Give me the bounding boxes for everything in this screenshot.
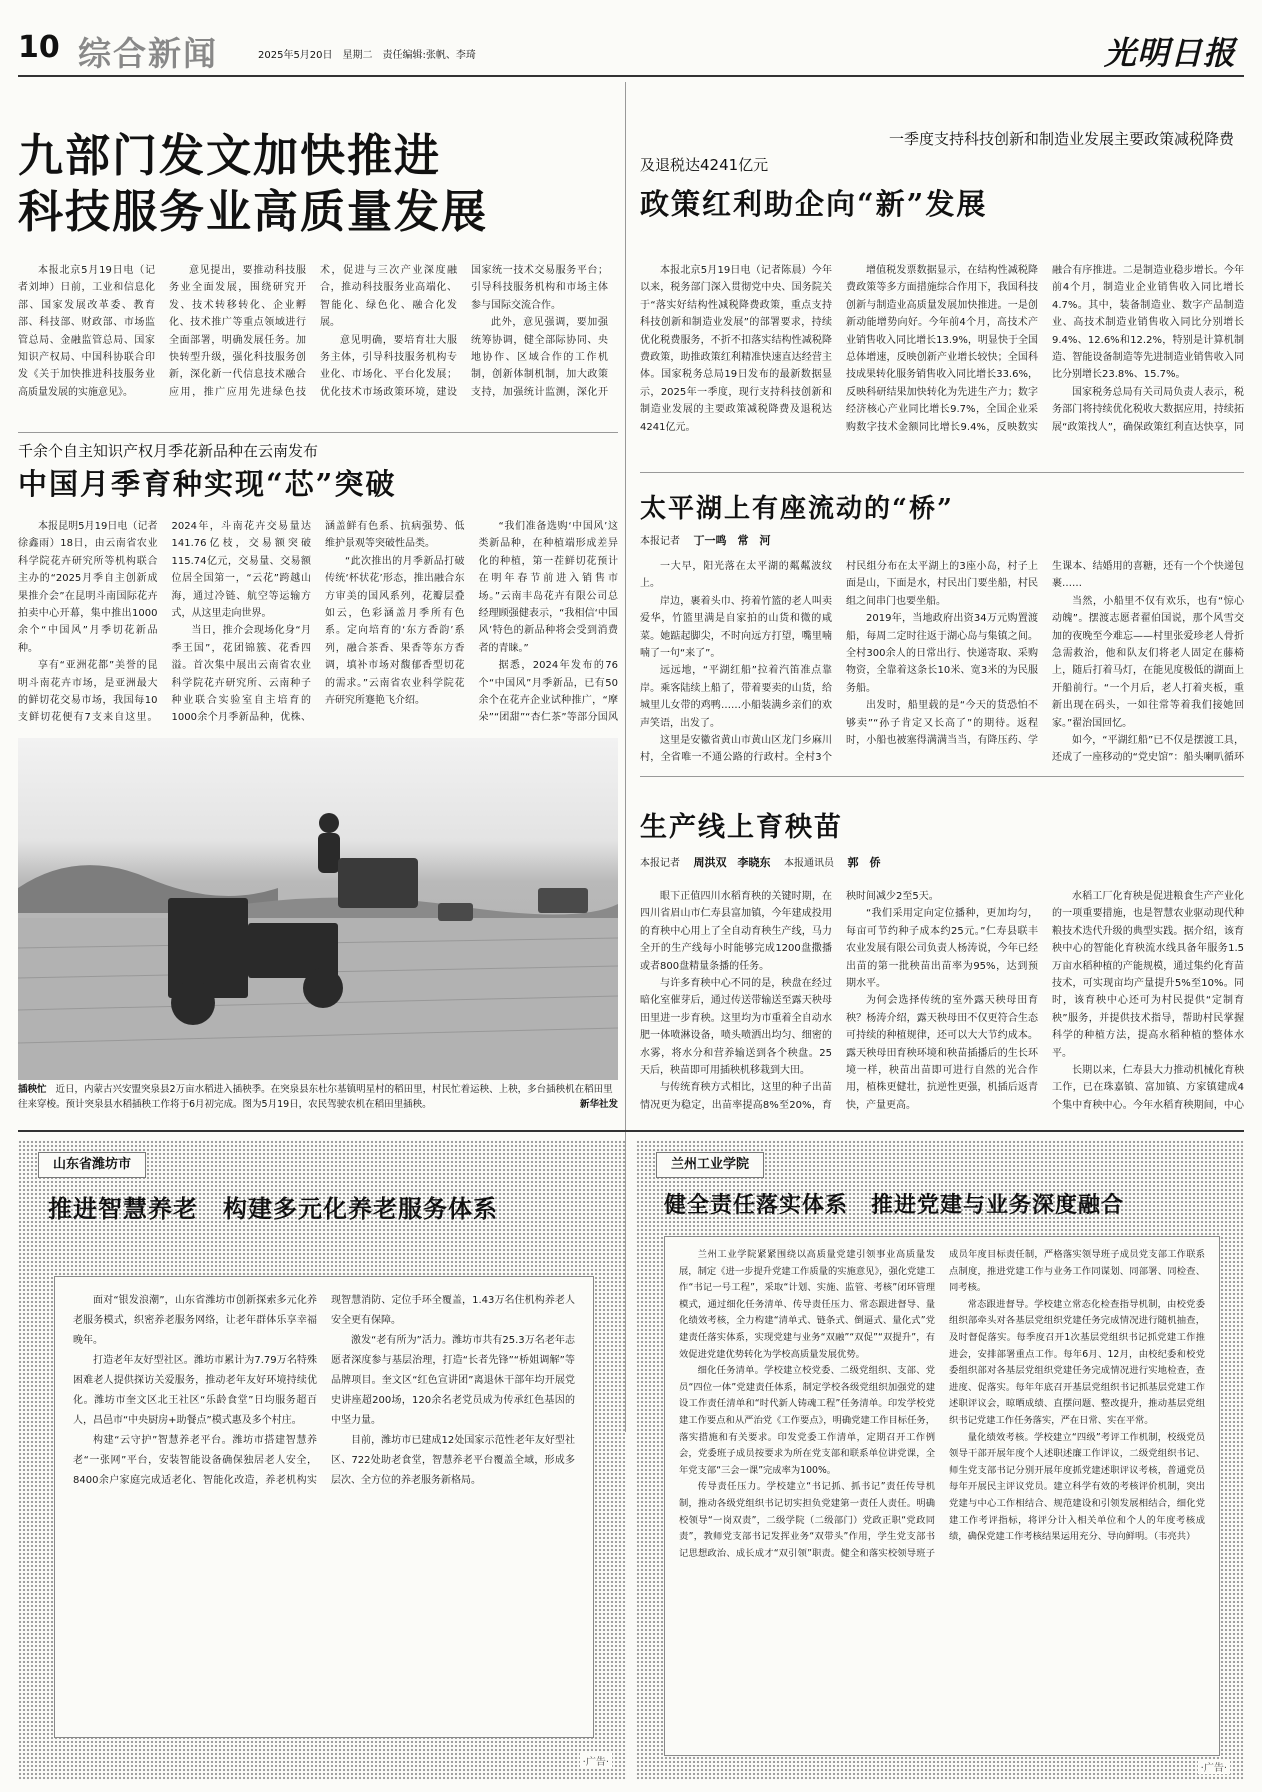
article5-paragraph: 与许多育秧中心不同的是，秧盘在经过暗化室催芽后，通过传送带输送至露天秧母田里进一步育秧。这里均为市重着全自动水肥一体喷淋设备，喷头喷洒出均匀、细密的水雾，将水分和营养输送到各个秧盘。25天后，秧苗即可用插秧机移栽到大田。 <box>640 978 832 1077</box>
article3-headline <box>18 440 618 510</box>
ad2-paragraph: 细化任务清单。学校建立校党委、二级党组织、支部、党员“四位一体”党建责任体系，制定学校各级党组织加强党的建设工作责任清单和“时代新人铸魂工程”任务清单。印发学校党建工作要点和从严治党《工作要点》，明确党建工作目标任务，落实措施和有关要求。印发党委工作清单，定期召开工作例会，党委班子成员按要求为所在党支部和联系单位讲党课，全年党支部“三会一课”完成率为100%。 <box>679 1365 935 1476</box>
article3-title: 中国月季育种实现“芯”突破 <box>18 467 397 501</box>
article4-paragraph: 远远地，“平湖红船”拉着汽笛准点靠岸。乘客陆续上船了，带着要卖的山货，给城里儿女带的鸡鸭……小船装满乡亲们的欢声笑语，出发了。 <box>640 665 832 729</box>
article5-byline-names: 周洪双 李晓东 <box>693 856 771 869</box>
article3-paragraph: 本报昆明5月19日电（记者徐鑫雨）18日，由云南省农业科学院花卉研究所等机构联合主办的“2025月季自主创新成果推介会”在昆明斗南国际花卉拍卖中心开幕，集中推出1000余个“中国风”月季切花新品种。 <box>18 521 158 654</box>
article2-paragraph: 国家税务总局有关司局负责人表示，税务部门将持续优化税收大数据应用，持续拓展“政策找人”，确保政策红利直达快享，同 <box>1052 386 1244 433</box>
masthead <box>18 28 1244 72</box>
ad1-body <box>54 1276 594 1738</box>
article5-paragraph: “我们采用定向定位播种，更加均匀，每亩可节约种子成本约25元。”仁寿县联丰农业发展有限公司负责人杨涛说，今年已经出苗的第一批秧苗出苗率为95%，达到预期水平。 <box>846 908 1038 990</box>
ad1-ad-label: ·广告· <box>580 1753 612 1768</box>
ad1-title: 推进智慧养老 构建多元化养老服务体系 <box>48 1194 498 1223</box>
section-rule <box>640 776 1244 777</box>
article1-paragraph: 此外，意见强调，要加强统筹协调，健全部际协同、央地协作、区域合作的工作机制，创新体制机制，加大政策支持，加强统计监测，深化开 <box>471 317 608 398</box>
article5-byline <box>640 854 1244 870</box>
ad2-paragraph: 兰州工业学院紧紧围绕以高质量党建引领事业高质量发展，制定《进一步提升党建工作质量的实施意见》，强化党建工作“书记一号工程”，采取“计划、实施、监管、考核”闭环管理模式，通过细化任务清单、传导责任压力、常态跟进督导、量化绩效考核，全力构建“清单式、链条式、倒逼式、量化式”党建责任落实体系，实现党建与业务“双融”“双促”“双提升”，有效促进党建优势转化为学校高质量发展优势。 <box>679 1249 935 1360</box>
article1-body <box>18 262 608 402</box>
article4-paragraph: 这里是安徽省黄山市黄山区龙门乡麻川村，全省唯一不通公路的行政村。全村3个村民组分布在太平湖上的3座小岛，村子上面是山，下面是水，村民出门要坐船，村民组之间串门也要坐船。 <box>640 561 1038 764</box>
article3-paragraph: 据悉，2024年发布的76个“中国风”月季新品，已有50余个在花卉企业试种推广，“摩朵”“团甜”“杏仁茶”等部分国风 <box>478 660 618 724</box>
article4-headline <box>640 480 1244 550</box>
article3-paragraph: 享有“亚洲花都”美誉的昆明斗南花卉市场，是亚洲最大的鲜切花交易市场，我国每10支鲜切花便有7支来自这里。2024年，斗南花卉交易量达141.76亿枝，交易额突破115.74亿元，交易量、交易额位居全国第一，“云花”跨越山海，通过冷链、航空等运输方式，从这里走向世界。 <box>18 521 311 724</box>
article4-paragraph: 如今，“平湖红船”已不仅是摆渡工具，还成了一座移动的“党史馆”：船头喇叭循环 <box>1052 735 1244 764</box>
article4-byline-names: 丁一鸣 常 河 <box>693 534 771 547</box>
section-rule <box>640 472 1244 473</box>
article2-body <box>640 262 1244 450</box>
photo-caption <box>18 1082 618 1122</box>
article5-paragraph: 水稻工厂化育秧是促进粮食生产产业化的一项重要措施，也是智慧农业驱动现代种粮技术迭代升级的典型实践。据介绍，该育秧中心的智能化育秧流水线具备年服务1.5万亩水稻种植的产能规模，通过集约化育苗技术，可实现亩均产量提升5%至10%。同时，该育秧中心还可为村民提供“定制育秧”服务，并提供技术指导，帮助村民掌握科学的种植方法，提高水稻种植的整体水平。 <box>1052 891 1244 1059</box>
article5-body <box>640 888 1244 1126</box>
ad1-tag-text: 山东省潍坊市 <box>53 1157 132 1172</box>
article1-paragraph: 意见明确，要培育壮大服务主体，引导科技服务机构专业化、市场化、平台化发展；优化技术市场政策环境，建设国家统一技术交易服务平台；引导科技服务机构和市场主体参与国际交流合作。 <box>320 265 608 398</box>
masthead-rule <box>18 75 1244 77</box>
article1-headline <box>18 128 608 248</box>
article4-body <box>640 558 1244 770</box>
article3-kicker: 千余个自主知识产权月季花新品种在云南发布 <box>18 442 319 460</box>
rice-planting-illustration <box>18 738 618 1080</box>
article2-headline <box>640 128 1244 238</box>
article2-kicker: 一季度支持科技创新和制造业发展主要政策减税降费 <box>888 130 1234 148</box>
section-title: 综合新闻 <box>78 34 218 72</box>
article5-byline-names2: 郭 侨 <box>847 856 881 869</box>
article3-paragraph: “此次推出的月季新品打破传统‘杯状花’形态，推出融合东方审美的国风系列，花瓣层叠如云，色彩涵盖月季所有色系。定向培育的‘东方香韵’系列，融合茶香、果香等东方香调，填补市场对馥郁香型切花的需求。”云南省农业科学院花卉研究所蹇艳飞介绍。 <box>325 555 465 707</box>
article5-paragraph: 长期以来，仁寿县大力推动机械化育秧工作，已在珠嘉镇、富加镇、方家镇建成4个集中育秧中心。今年水稻育秧期间，中心 <box>1052 1065 1244 1111</box>
article4-paragraph: 当然，小船里不仅有欢乐，也有“惊心动魄”。摆渡志愿者翟伯国说，那个风雪交加的夜晚至今难忘——村里张爱珍老人骨折急需救治，他和队友们将老人固定在藤椅上，随后打着马灯，在能见度极低的湖面上开船前行。“一个月后，老人打着夹板，重新出现在码头，一如往常等着我们接她回家。”翟治国回忆。 <box>1052 595 1244 729</box>
article1-title-line2: 科技服务业高质量发展 <box>18 185 489 238</box>
ad2-body <box>664 1236 1220 1756</box>
ad2-paragraph: 传导责任压力。学校建立“书记抓、抓书记”责任传导机制，推动各级党组织书记切实担负党建第一责任人责任。明确校领导“一岗双责”，二级学院（二级部门）党政正职“党政同责”，教师党支部书记发挥业务“双带头”作用，学生党支部书记思想政治、成长成才“双引领”职责。健全和落实校领导班子成员年度目标责任制，严格落实领导班子成员党支部工作联系点制度，推进党建工作与业务工作同谋划、同部署、同检查、同考核。 <box>679 1249 1205 1559</box>
ad1-paragraph: 面对“银发浪潮”，山东省潍坊市创新探索多元化养老服务模式，织密养老服务网络，让老年群体乐享幸福晚年。 <box>73 1295 317 1346</box>
photo-caption-text: 近日，内蒙古兴安盟突泉县2万亩水稻进入插秧季。在突泉县东杜尔基镇明星村的稻田里，村民忙着运秧、上秧，多台插秧机在稻田里往来穿梭。预计突泉县水稻插秧工作将于6月初完成。图为5月19日，农民驾驶农机在稻田里插秧。 <box>18 1084 613 1110</box>
article4-byline-label: 本报记者 <box>640 536 680 547</box>
article3-paragraph: 当日，推介会现场化身“月季王国”，花团锦簇、花香四溢。首次集中展出云南省农业科学院花卉研究所、云南种子种业联合实验室自主培育的1000余个月季新品种，优株、涵盖鲜有色系、抗病强势、低维护景观等突破性品类。 <box>171 521 465 724</box>
ad1-tag <box>38 1152 146 1178</box>
photo-caption-label: 插秧忙 <box>18 1084 47 1095</box>
ad2-tag-text: 兰州工业学院 <box>671 1157 750 1172</box>
article5-paragraph: 眼下正值四川水稻育秧的关键时期，在四川省眉山市仁寿县富加镇，今年建成投用的育秧中心用上了全自动育秧生产线，马力全开的生产线每小时能够完成1200盘撒播或者800盘精量条播的任务。 <box>640 891 832 972</box>
article4-paragraph: 出发时，船里载的是“今天的货恐怕不够卖”“孙子肯定又长高了”的期待。返程时，小船也被塞得满满当当，有降压药、学生课本、结婚用的喜糖，还有一个个快递包裹…… <box>846 561 1244 747</box>
article5-byline-label2: 本报通讯员 <box>784 858 834 869</box>
article4-title: 太平湖上有座流动的“桥” <box>640 494 954 524</box>
ad2-title: 健全责任落实体系 推进党建与业务深度融合 <box>664 1192 1125 1218</box>
section-rule <box>18 432 618 433</box>
article5-paragraph: 与传统育秧方式相比，这里的种子出苗情况更为稳定，出苗率提高8%至20%，育秧时间减少2至5天。 <box>640 891 939 1111</box>
date-line: 2025年5月20日 星期二 责任编辑:张帆、李琦 <box>258 50 476 61</box>
ad1-paragraph: 打造老年友好型社区。潍坊市累计为7.79万名特殊困难老人提供探访关爱服务，推动老年友好环境持续优化。潍坊市奎文区北王社区“乐龄食堂”日均服务超百人，昌邑市“中央厨房+助餐点”模式惠及多个村庄。 <box>73 1355 317 1426</box>
photo-credit: 新华社发 <box>579 1099 618 1110</box>
ad2-tag <box>656 1152 764 1178</box>
bottom-rule <box>18 1130 1244 1132</box>
article4-paragraph: 一大早，阳光落在太平湖的粼粼波纹上。 <box>640 561 832 590</box>
page-number: 10 <box>18 30 60 65</box>
article3-paragraph: “我们准备选购‘中国风’这类新品种，在种植端形成差异化的种植，第一茬鲜切花预计在明年春节前进入销售市场。”云南丰岛花卉有限公司总经理顾强健表示，“我相信‘中国风’特色的新品种将会受到消费者的青睐。” <box>478 521 618 654</box>
article5-byline-label: 本报记者 <box>640 858 680 869</box>
article4-byline <box>640 532 1244 548</box>
news-photo <box>18 738 618 1080</box>
ad2-panel <box>636 1140 1244 1780</box>
article2-title: 政策红利助企向“新”发展 <box>640 187 988 221</box>
article1-paragraph: 意见提出，要推动科技服务业全面发展，围绕研究开发、技术转移转化、企业孵化、技术推广等重点领域进行全面部署，明确发展任务。加快转型升级，强化科技服务创新，深化新一代信息技术融合应用，推广应用先进绿色技术，促进与三次产业深度融合，推动科技服务业高端化、智能化、绿色化、融合化发展。 <box>169 265 457 398</box>
article4-paragraph: 2019年，当地政府出资34万元购置渡船，每周二定时往返于湖心岛与集镇之间。全村300余人的日常出行、快递寄取、采购物资，全靠着这条长10米、宽3米的为民服务船。 <box>846 613 1038 694</box>
article5-headline <box>640 790 1244 880</box>
article2-subkicker: 及退税达4241亿元 <box>640 156 769 174</box>
article5-title: 生产线上育秧苗 <box>640 812 843 843</box>
article1-title-line1: 九部门发文加快推进 <box>18 129 442 182</box>
ad1-panel <box>18 1140 626 1780</box>
ad2-paragraph: 常态跟进督导。学校建立常态化检查指导机制，由校党委组织部牵头对各基层党组织党建任务完成情况进行随机抽查，及时督促落实。每季度召开1次基层党组织书记抓党建工作推进会，安排部署重点工作。每年6月、12月，由校纪委和校党委组织部对各基层党组织党建任务完成情况进行实地检查，查进度、促落实。每年年底召开基层党组织书记抓基层党建工作述职评议会，晾晒成绩、直摆问题、整改提升，推动基层党组织书记党建工作任务落实，严在日常、实在平常。 <box>949 1298 1205 1426</box>
article2-paragraph: 增值税发票数据显示，在结构性减税降费政策等多方面措施综合作用下，我国科技创新与制造业高质量发展加快推进。一是创新动能增势向好。今年前4个月，高技术产业销售收入同比增长13.9%，明显快于全国总体增速，反映创新产业增长较快；全国科技成果转化服务销售收入同比增长33.6%，反映科研结果加快转化为先进生产力；数字经济核心产业同比增长9.7%，全国企业采购数字技术金额同比增长9.4%，反映数实融合有序推进。二是制造业稳步增长。今年前4个月，制造业企业销售收入同比增长4.7%。其中，装备制造业、数字产品制造业、高技术制造业销售收入同比分别增长9.4%、12.6%和12.2%，特别是计算机制造、智能设备制造等先进制造业销售收入同比分别增长23.8%、15.7%。 <box>846 265 1244 433</box>
ad1-paragraph: 目前，潍坊市已建成12处国家示范性老年友好型社区、722处助老食堂，智慧养老平台覆盖全域，形成多层次、全方位的养老服务新格局。 <box>331 1435 575 1486</box>
ad2-paragraph: 量化绩效考核。学校建立“四级”考评工作机制，校级党员领导干部开展年度个人述职述廉工作评议，二级党组织书记、师生党支部书记分别开展年度抓党建述职评议考核，普通党员每年开展民主评议党员。建立科学有效的考核评价机制，突出党建与中心工作相结合、规范建设和引领发展相结合，细化党建工作考评指标，将评分计入相关单位和个人的年度考核成绩，确保党建工作考核结果运用充分、导向鲜明。（韦亮共） <box>949 1431 1205 1543</box>
ad1-paragraph: 构建“云守护”智慧养老平台。潍坊市搭建智慧养老“一张网”平台，安装智能设备确保独居老人安全，8400余户家庭完成适老化、智能化改造，养老机构实现智慧消防、定位手环全覆盖，1.43万名住机构养老人安全更有保障。 <box>73 1295 575 1486</box>
article2-paragraph: 本报北京5月19日电（记者陈晨）今年以来，税务部门深入贯彻党中央、国务院关于“落实好结构性减税降费政策，重点支持科技创新和制造业发展”的部署要求，持续优化税费服务，不折不扣落实结构性减税降费政策，助推政策红利精准快速直达经营主体。国家税务总局19日发布的最新数据显示，2025年一季度，现行支持科技创新和制造业发展的主要政策减税降费及退税达4241亿元。 <box>640 265 832 433</box>
ad2-ad-label: ·广告· <box>1198 1759 1230 1774</box>
ad1-paragraph: 激发“老有所为”活力。潍坊市共有25.3万名老年志愿者深度参与基层治理，打造“长者先锋”“桥姐调解”等品牌项目。奎文区“红色宣讲团”离退休干部年均开展党史讲座超200场，120余名老党员成为传承红色基因的中坚力量。 <box>331 1335 575 1426</box>
article3-body <box>18 518 618 730</box>
article4-paragraph: 岸边，裹着头巾、挎着竹篮的老人叫卖爱华，竹篮里满是自家拍的山货和微的咸菜。她踮起脚尖，不时向远方打望，嘴里喃喃了一句“来了”。 <box>640 595 832 660</box>
article1-paragraph: 本报北京5月19日电（记者刘坤）日前，工业和信息化部、国家发展改革委、教育部、科技部、财政部、市场监管总局、金融监管总局、国家知识产权局、中国科协联合印发《关于加快推进科技服务业高质量发展的实施意见》。 <box>18 265 155 398</box>
newspaper-logo: 光明日报 <box>1103 34 1236 72</box>
article5-paragraph: 为何会选择传统的室外露天秧母田育秧？杨涛介绍，露天秧母田不仅更符合生态可持续的种植规律，还可以大大节约成本。露天秧母田育秧环境和秧苗插播后的生长环境一样，秧苗出苗即可进行自然的光合作用，植株更健壮，抗逆性更强，机插后返青快，产量更高。 <box>846 995 1038 1111</box>
